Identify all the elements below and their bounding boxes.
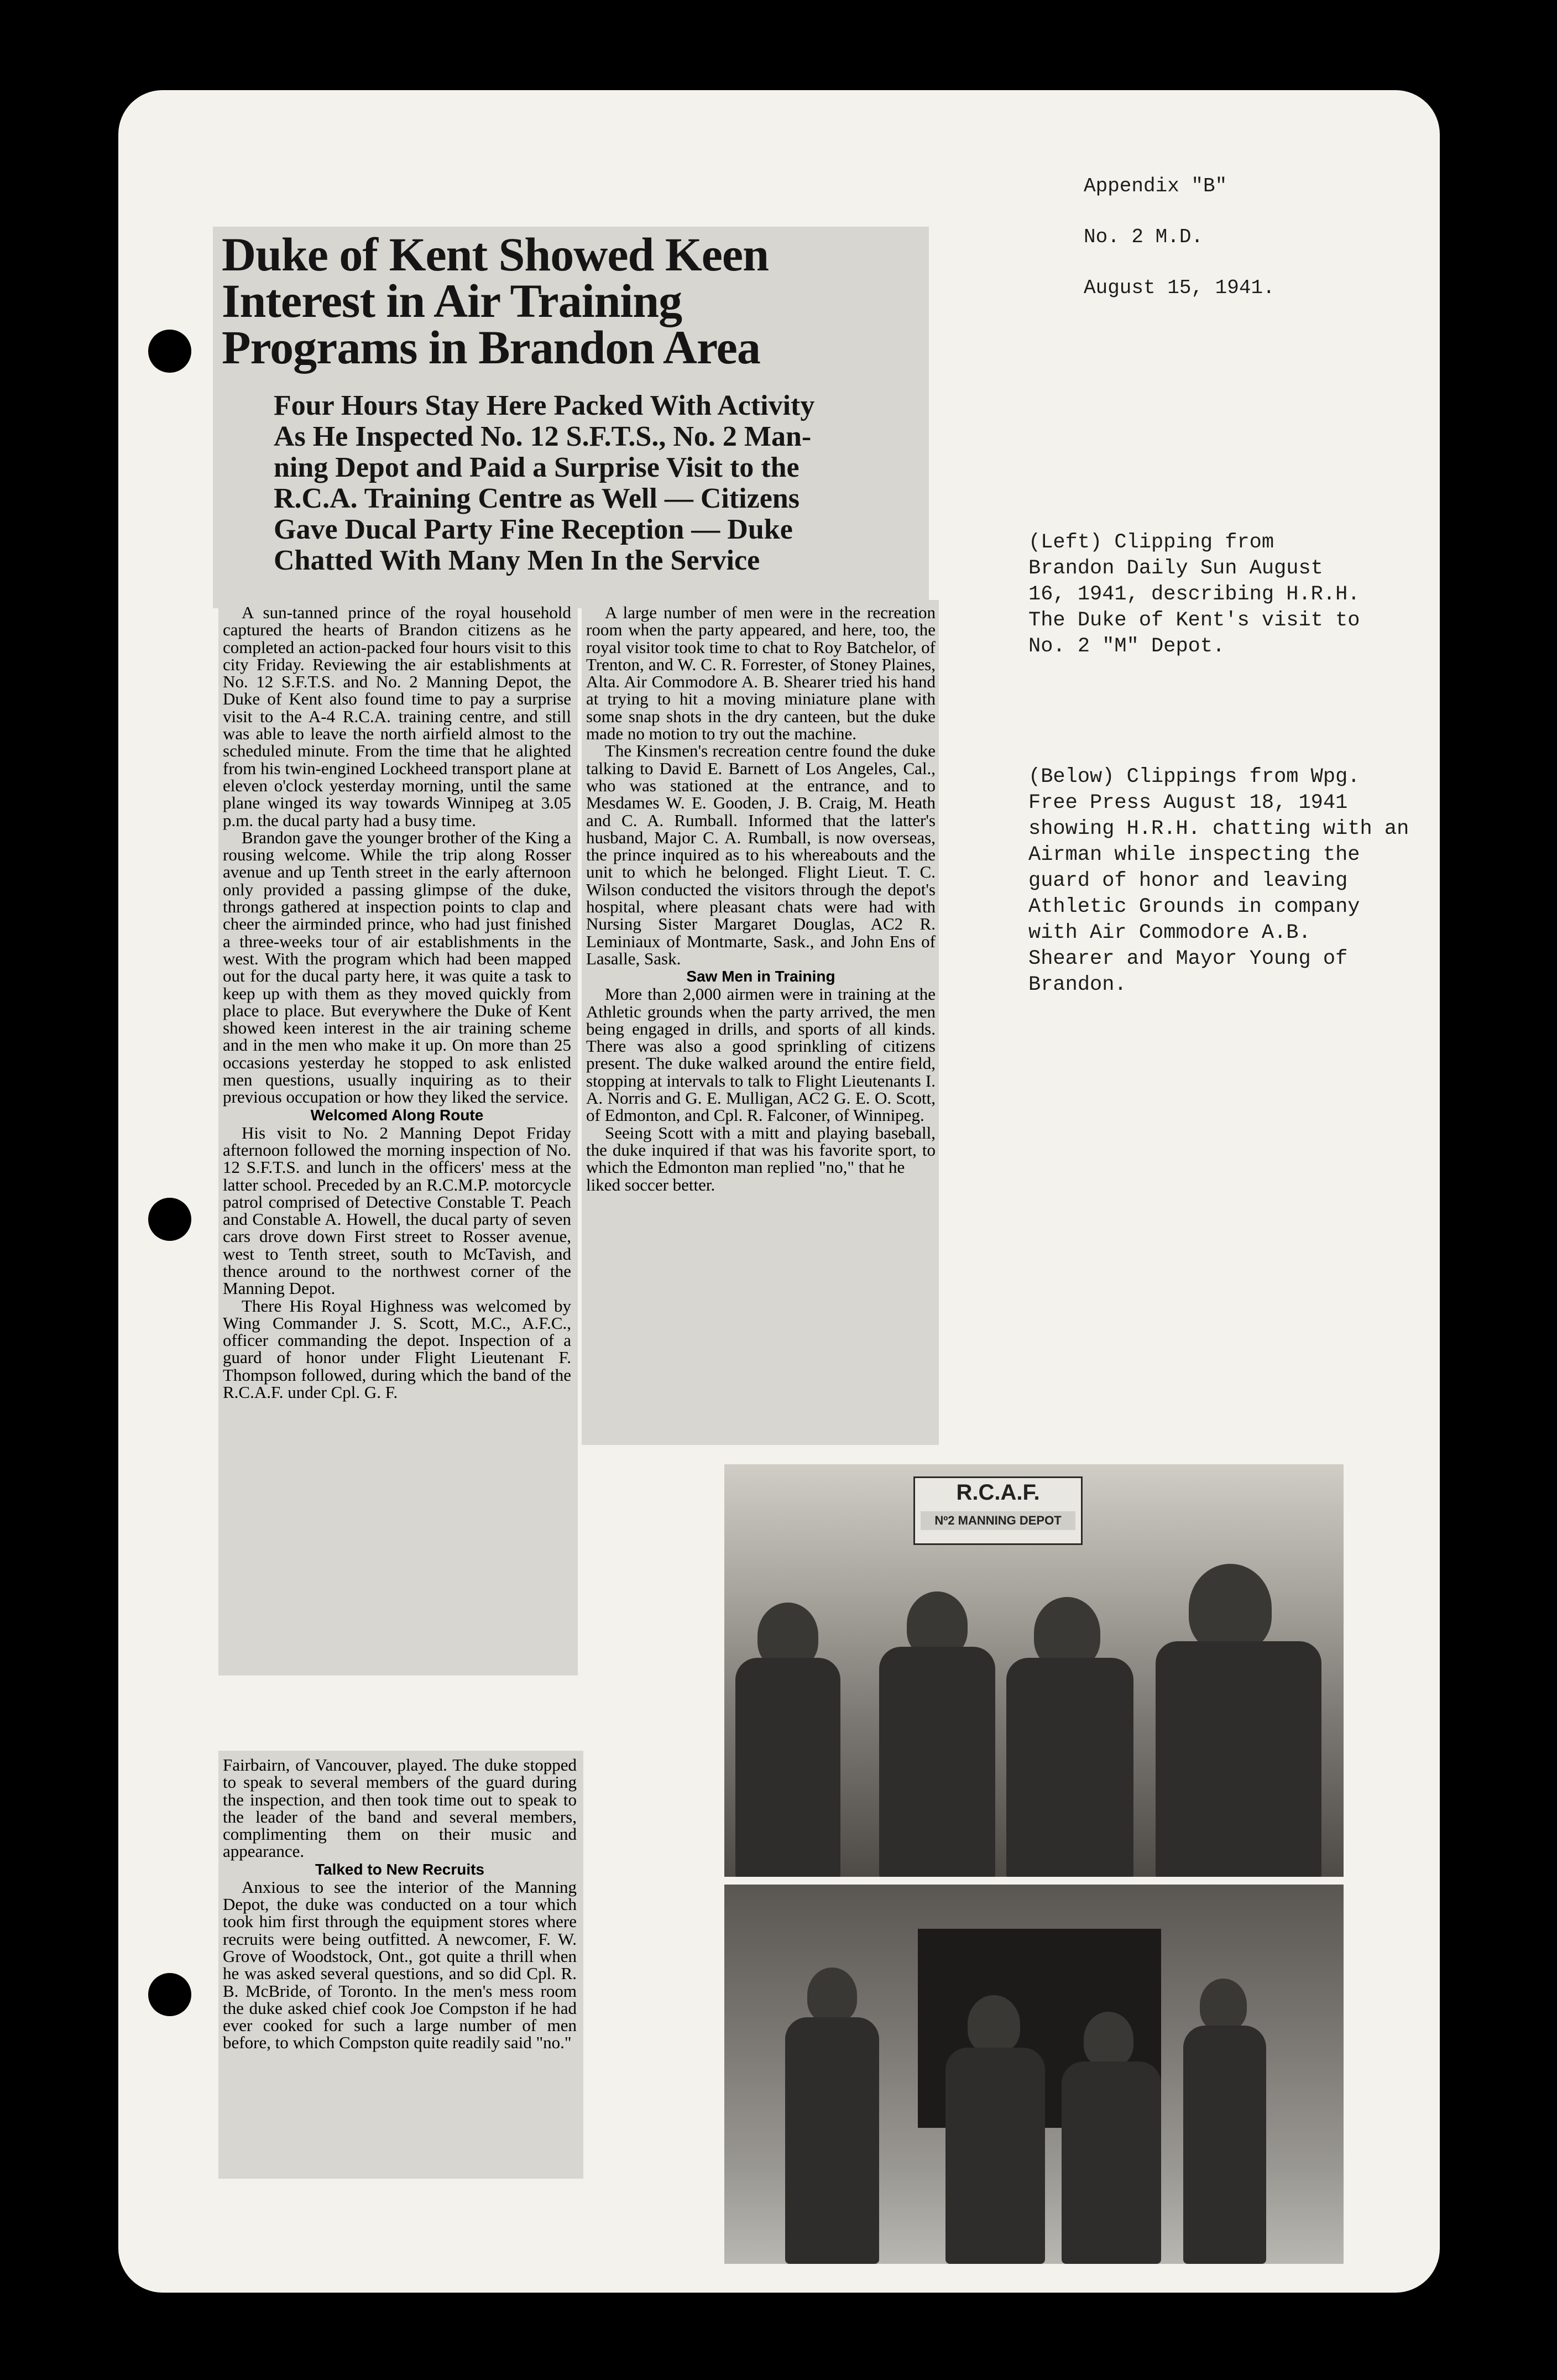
article-paragraph: Anxious to see the interior of the Manning Depot, the duke was conducted on a tour which took him first through the equipment stores where recruits were being outfitted. A newcomer, F. W. Grove of Woodstock, Ont., got quite a thrill when he was asked several questions, and so did Cpl. R. B. McBride, of Toronto. In the men's mess room the duke asked chief cook Joe Compston if he had ever cooked for such a large number of men before, to which Compston quite readily said "no." (223, 1877, 577, 2053)
binder-hole-top (148, 330, 191, 373)
sign-text-rcaf: R.C.A.F. (956, 1480, 1040, 1505)
officer-head (807, 1967, 857, 2023)
article-subhead: Welcomed Along Route (310, 1106, 484, 1124)
article-paragraph: Fairbairn, of Vancouver, played. The duke stopped to speak to several members of the guard during the inspection, and then took time out to speak to the leader of the band and several members, complimenting them on their music and appearance. (223, 1756, 577, 1861)
article-paragraph: liked soccer better. (586, 1175, 715, 1194)
article-column-2 (586, 604, 936, 1425)
duke-figure (1006, 1658, 1133, 1877)
article-paragraph: A sun-tanned prince of the royal household captured the hearts of Brandon citizens as he completed an action-packed four hours visit to this city Friday. Reviewing the air establishments at No. 12 S.F.T.S. and No. 2 Manning Depot, the Duke of Kent also found time to pay a surprise visit to the A-4 R.C.A. training centre, and still was able to leave the north airfield almost to the scheduled minute. From the time that he alighted from his twin-engined Lockheed transport plane at eleven o'clock yesterday morning, until the same plane winged its way towards Winnipeg at 3.05 p.m. the ducal party had a busy time. (223, 604, 571, 830)
appendix-line-3: August 15, 1941. (1084, 276, 1275, 299)
article-paragraph: There His Royal Highness was welcomed by Wing Commander J. S. Scott, M.C., A.F.C., officer commanding the depot. Inspection of a guard of honor under Flight Lieutenant F. Thompson followed, during which the band of the R.C.A.F. under Cpl. G. F. (223, 1296, 571, 1402)
airman-figure (879, 1647, 995, 1877)
photo-guard-of-honor-inspection (724, 1464, 1344, 1877)
article-paragraph: More than 2,000 airmen were in training at the Athletic grounds when the party arrived, the men being engaged in drills, and sports of all kinds. There was also a good sprinkling of citizens present. The duke walked around the entire field, stopping at intervals to talk to Flight Lieutenants I. A. Norris and G. E. Mulligan, AC2 G. E. O. Scott, of Edmonton, and Cpl. R. Falconer, of Winnipeg. (586, 984, 936, 1125)
rcaf-depot-sign (913, 1476, 1083, 1545)
appendix-line-2: No. 2 M.D. (1084, 226, 1204, 248)
appendix-line-1: Appendix "B" (1084, 175, 1227, 197)
article-headline: Duke of Kent Showed Keen Interest in Air Training Programs in Brandon Area (222, 228, 769, 374)
caption-below-clippings: (Below) Clippings from Wpg. Free Press August 18, 1941 showing H.R.H. chatting with an Airman while inspecting the guard of honor and leaving Athletic Grounds in company with Air Commodore A.B. Shearer and Mayor Young of Brandon. (1028, 765, 1409, 996)
article-subhead: Saw Men in Training (686, 968, 835, 985)
airman-head (1200, 1979, 1247, 2031)
mayor-figure (1062, 2061, 1161, 2264)
officer-figure (785, 2017, 879, 2264)
duke-head (968, 1995, 1020, 2053)
airman-figure (1183, 2026, 1266, 2264)
officer-figure (1156, 1641, 1321, 1877)
article-subheadline: Four Hours Stay Here Packed With Activity As He Inspected No. 12 S.F.T.S., No. 2 Man- ning Depot and Paid a Surprise Visit to the R.C.A. Training Centre as Well — Citizens Gave Ducal Party Fine Reception — Duke Chatted With Many Men In the Service (274, 390, 815, 576)
photo-leaving-athletic-grounds (724, 1885, 1344, 2264)
article-paragraph: Brandon gave the younger brother of the King a rousing welcome. While the trip along Rosser avenue and up Tenth street in the early afternoon only provided a passing glimpse of the duke, throngs gathered at inspection points to clap and cheer the airminded prince, who had just finished a three-weeks tour of air establishments in the west. With the program which had been mapped out for the ducal party here, it was quite a task to keep up with them as they moved quickly from place to place. But everywhere the Duke of Kent showed keen interest in the air training scheme and in the men who make it up. On more than 25 occasions yesterday he stopped to ask enlisted men questions, usually inquiring as to their previous occupation or how they liked the service. (223, 827, 571, 1107)
article-paragraph: The Kinsmen's recreation centre found the duke talking to David E. Barnett of Los Angeles, Cal., who was stationed at the entrance, and to Mesdames W. E. Gooden, J. B. Craig, M. Heath and C. A. Rumball. Informed that the latter's husband, Major C. A. Rumball, is now overseas, the prince inquired as to his whereabouts and the unit to which he belonged. Flight Lieut. T. C. Wilson conducted the visitors through the depot's hospital, where pleasant chats were had with Nursing Sister Margaret Douglas, AC2 R. Leminiaux of Montmarte, Sask., and John Ens of Lasalle, Sask. (586, 741, 936, 968)
caption-left-clipping: (Left) Clipping from Brandon Daily Sun August 16, 1941, describing H.R.H. The Duke of Kent's visit to No. 2 "M" Depot. (1028, 531, 1360, 658)
duke-figure (945, 2048, 1045, 2264)
article-paragraph: A large number of men were in the recreation room when the party appeared, and here, too, the royal visitor took time to chat to Roy Batchelor, of Trenton, and W. C. R. Forrester, of Stoney Plaines, Alta. Air Commodore A. B. Shearer tried his hand at trying to hit a moving miniature plane with some snap shots in the dry canteen, but the duke made no motion to try out the machine. (586, 604, 936, 744)
binder-hole-middle (148, 1198, 191, 1241)
sign-text-depot: Nº2 MANNING DEPOT (921, 1511, 1075, 1530)
article-paragraph: Seeing Scott with a mitt and playing baseball, the duke inquired if that was his favorite sport, to which the Edmonton man replied "no," that he (586, 1123, 936, 1177)
appendix-label (1084, 148, 1275, 326)
officer-head (1189, 1564, 1272, 1652)
article-headline-clipping (213, 227, 929, 608)
article-paragraph: His visit to No. 2 Manning Depot Friday afternoon followed the morning inspection of No. 12 S.F.T.S. and lunch in the officers' mess at the latter school. Preceded by an R.C.M.P. motorcycle patrol comprised of Detective Constable T. Peach and Constable A. Howell, the ducal party of seven cars drove down First street to Rosser avenue, west to Tenth street, south to McTavish, and thence around to the northwest corner of the Manning Depot. (223, 1123, 571, 1298)
article-column-1 (223, 604, 571, 1670)
mayor-head (1084, 2012, 1133, 2067)
article-column-1-continued (223, 1756, 577, 2171)
airman-figure (735, 1658, 840, 1877)
binder-hole-bottom (148, 1973, 191, 2016)
article-subhead: Talked to New Recruits (315, 1860, 484, 1878)
